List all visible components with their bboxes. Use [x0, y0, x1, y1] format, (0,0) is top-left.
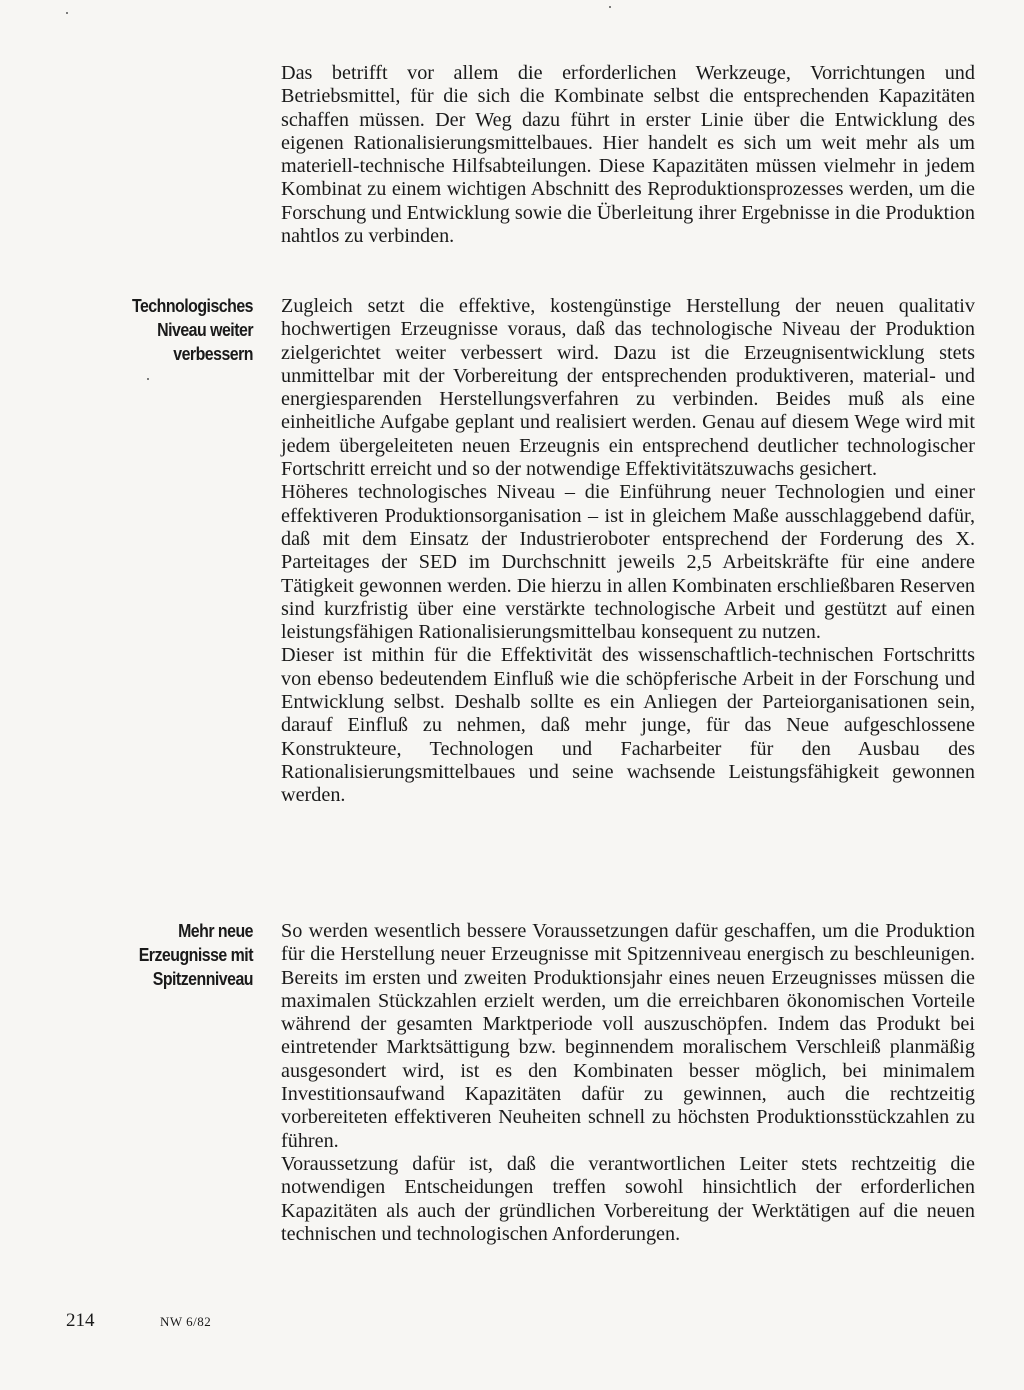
body-paragraph: Voraussetzung dafür ist, daß die verantwortlichen Leiter stets rechtzeitig die notwendigen Entscheidungen treffen sowohl hinsichtlich der erforderlichen Kapazitäten als auch der gründlichen Vorbereitung der Werktätigen auf die neuen technischen und technologischen Anforderungen.: [281, 1152, 975, 1245]
side-heading-line: Mehr neue: [178, 920, 253, 941]
paragraph-block-technologie: [281, 295, 975, 808]
body-paragraph: Höheres technologisches Niveau – die Einführung neuer Technologien und einer effektiveren Produktionsorganisation – ist in gleichem Maße ausschlaggebend dafür, daß mit dem Einsatz der Industrieroboter entsprechend der Forderung des X. Parteitages der SED im Durchschnitt jeweils 2,5 Arbeitskräfte für eine andere Tätigkeit gewonnen werden. Die hierzu in allen Kombinaten erschließbaren Reserven sind kurzfristig über eine verstärkte technologische Arbeit und gestützt auf einen leistungsfähigen Rationalisierungsmittelbau konsequent zu nutzen.: [281, 481, 975, 644]
side-heading-line: Erzeugnisse mit: [138, 944, 253, 965]
body-paragraph: Dieser ist mithin für die Effektivität des wissenschaftlich-technischen Fortschritts von ebenso bedeutendem Einfluß wie die schöpferische Arbeit in der Forschung und Entwicklung selbst. Deshalb sollte es ein Anliegen der Parteiorganisationen sein, darauf Einfluß zu nehmen, daß mehr junge, für das Neue aufgeschlossene Konstrukteure, Technologen und Facharbeiter für den Ausbau des Rationalisierungsmittelbaues und seine wachsende Leistungsfähigkeit gewonnen werden.: [281, 644, 975, 807]
issue-label: NW 6/82: [160, 1314, 212, 1329]
scan-speck: [147, 378, 149, 380]
side-heading-technologisches-niveau: [107, 294, 253, 366]
scan-speck: [609, 6, 611, 8]
side-heading-line: Spitzenniveau: [152, 968, 253, 989]
body-paragraph: So werden wesentlich bessere Voraussetzungen dafür geschaffen, um die Produktion für die Herstellung neuer Erzeugnisse mit Spitzenniveau energisch zu beschleunigen. Bereits im ersten und zweiten Produktionsjahr eines neuen Erzeugnisses müssen die maximalen Stückzahlen erzielt werden, um die erreichbaren ökonomischen Vorteile während der gesamten Marktperiode voll auszuschöpfen. Indem das Produkt bei eintretender Marktsättigung bzw. beginnendem moralischem Verschleiß planmäßig ausgesondert wird, ist es den Kombinaten besser möglich, bei minimalem Investitionsaufwand Kapazitäten dafür zu gewinnen, auch die rechtzeitig vorbereiteten effektiveren Neuheiten schnell zu höchsten Produktionsstückzahlen zu führen.: [281, 920, 975, 1152]
paragraph-block-intro: [281, 62, 975, 248]
side-heading-line: Niveau weiter: [157, 319, 253, 340]
body-paragraph: Zugleich setzt die effektive, kostengünstige Herstellung der neuen qualitativ hochwertigen Erzeugnisse voraus, daß das technologische Niveau der Produktion zielgerichtet weiter verbessert wird. Dazu ist die Erzeugnisentwicklung stets unmittelbar mit der Vorbereitung der entsprechenden produktiveren, material- und energiesparenden Herstellungsverfahren zu verbinden. Beides muß als eine einheitliche Aufgabe geplant und realisiert werden. Genau auf diesem Wege wird mit jedem übergeleiteten neuen Erzeugnis ein entsprechend deutlicher technologischer Fortschritt erreicht und so der notwendige Effektivitätszuwachs gesichert.: [281, 295, 975, 481]
page-number: 214: [66, 1310, 95, 1331]
side-heading-line: verbessern: [173, 343, 253, 364]
paragraph-block-spitzenniveau: [281, 920, 975, 1246]
scan-speck: [66, 12, 68, 14]
body-paragraph: Das betrifft vor allem die erforderlichen Werkzeuge, Vorrichtungen und Betriebsmittel, für die sich die Kombinate selbst die entsprechenden Kapazitäten schaffen müssen. Der Weg dazu führt in erster Linie über die Entwicklung des eigenen Rationalisierungsmittelbaues. Hier handelt es sich um weit mehr als um materiell-technische Hilfsabteilungen. Diese Kapazitäten müssen vielmehr in jedem Kombinat zu einem wichtigen Abschnitt des Reproduktionsprozesses werden, um die Forschung und Entwicklung sowie die Überleitung ihrer Ergebnisse in die Produktion nahtlos zu verbinden.: [281, 62, 975, 248]
side-heading-mehr-neue-erzeugnisse: [107, 919, 253, 991]
side-heading-line: Technologisches: [131, 295, 253, 316]
